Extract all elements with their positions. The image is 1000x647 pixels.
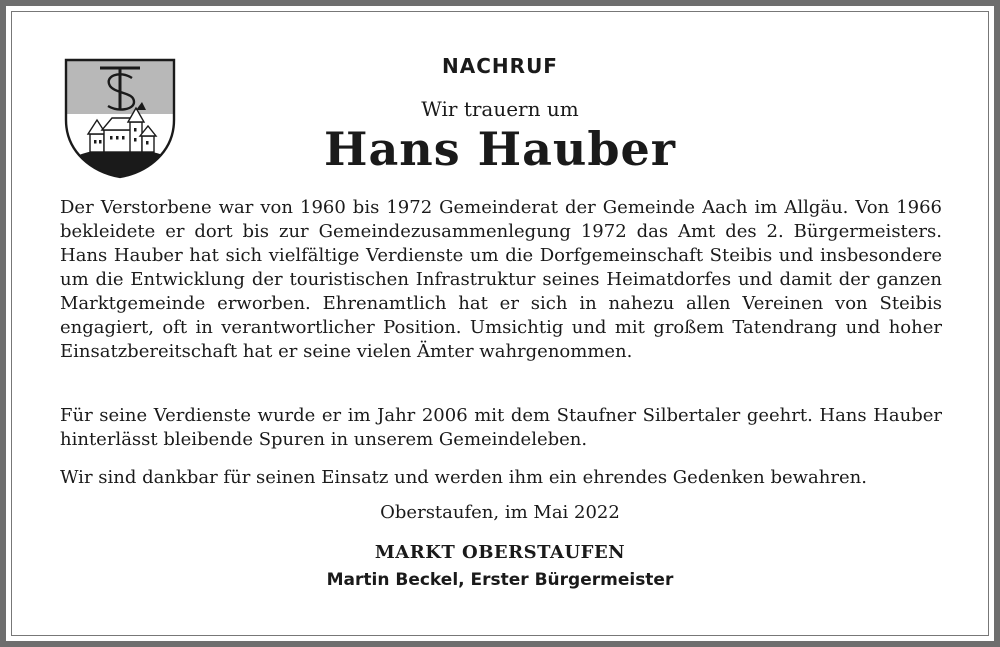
notice-label: NACHRUF	[442, 54, 558, 78]
signer-name: Martin Beckel, Erster Bürgermeister	[326, 570, 674, 590]
biography-paragraph: Der Verstorbene war von 1960 bis 1972 Gemeinderat der Gemeinde Aach im Allgäu. Von 1966 bekleidete er dort bis zur Gemeindezusammenlegung 1972 das Amt des 2. Bürgermeisters. Hans Hauber hat sich vielfältige Verdienste um die Dorfgemeinschaft Steibis und insbesondere um die Entwicklung der touristischen Infrastruktur seines Heimatdorfes und damit der ganzen Marktgemeinde erworben. Ehrenamtlich hat er sich in nahezu allen Vereinen von Steibis engagiert, oft in verantwortlicher Position. Umsichtig und mit großem Tatendrang und hoher Einsatzbereitschaft hat er seine vielen Ämter wahrgenommen.	[60, 197, 942, 362]
mourning-intro: Wir trauern um	[421, 97, 579, 121]
place-and-date: Oberstaufen, im Mai 2022	[380, 502, 620, 523]
gratitude-paragraph: Wir sind dankbar für seinen Einsatz und werden ihm ein ehrendes Gedenken bewahren.	[60, 467, 867, 488]
honors-paragraph: Für seine Verdienste wurde er im Jahr 2006 mit dem Staufner Silbertaler geehrt. Hans Hauber hinterlässt bleibende Spuren in unserem Gemeindeleben.	[60, 405, 942, 450]
organization-name: MARKT OBERSTAUFEN	[374, 542, 626, 563]
deceased-name: Hans Hauber	[323, 122, 676, 176]
